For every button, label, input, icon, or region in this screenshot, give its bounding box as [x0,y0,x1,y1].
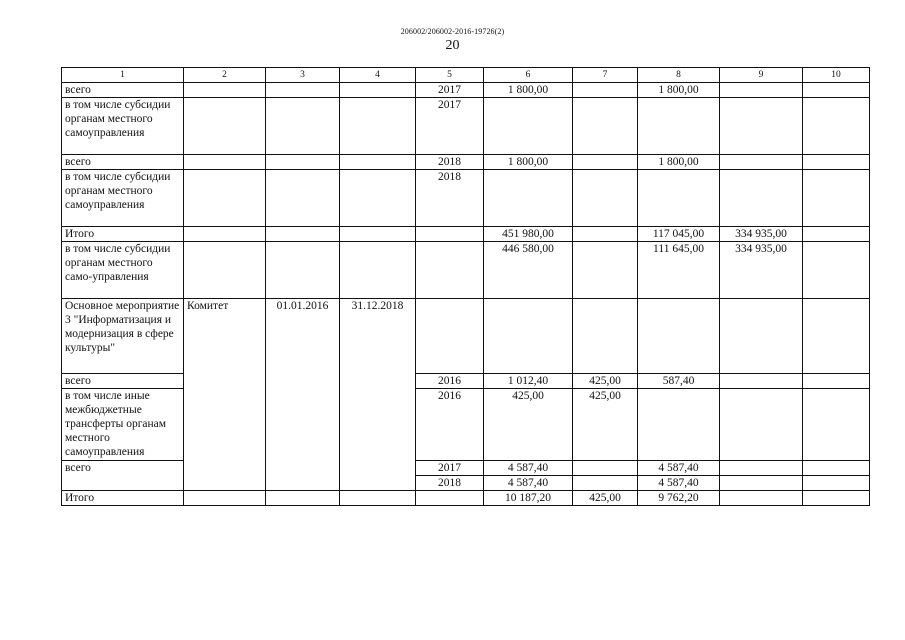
cell-total: 425,00 [484,389,573,461]
cell-total: 1 012,40 [484,374,573,389]
cell-total: 4 587,40 [484,476,573,491]
cell-col7 [573,98,638,155]
cell-col10 [803,242,870,299]
cell-start-date: 01.01.2016 [266,299,340,491]
document-code: 206002/206002-2016-19726(2) [400,27,505,36]
cell-year: 2018 [416,476,484,491]
cell-col9 [720,83,803,98]
column-header: 3 [266,68,340,83]
table-row [62,98,870,155]
table-row [62,83,870,98]
table-row [62,155,870,170]
table-row [62,299,870,374]
cell-total [484,98,573,155]
cell-start-date [266,491,340,506]
cell-start-date [266,170,340,227]
cell-executor [184,491,266,506]
cell-col8: 587,40 [638,374,720,389]
column-header: 5 [416,68,484,83]
cell-total: 446 580,00 [484,242,573,299]
column-header: 4 [340,68,416,83]
cell-executor [184,227,266,242]
cell-col9 [720,389,803,461]
cell-year: 2017 [416,98,484,155]
column-header: 10 [803,68,870,83]
cell-end-date [340,242,416,299]
cell-col7 [573,299,638,374]
cell-year [416,227,484,242]
cell-col7 [573,155,638,170]
cell-col8: 1 800,00 [638,155,720,170]
cell-col7 [573,170,638,227]
cell-year: 2017 [416,83,484,98]
cell-total [484,299,573,374]
table-row [62,170,870,227]
table-row [62,491,870,506]
cell-col7: 425,00 [573,389,638,461]
cell-col7 [573,461,638,476]
table-row [62,227,870,242]
table-row [62,389,870,461]
cell-col9 [720,476,803,491]
column-header: 2 [184,68,266,83]
cell-col7 [573,242,638,299]
cell-col8 [638,170,720,227]
cell-description: всего [62,83,184,98]
cell-end-date [340,227,416,242]
cell-description: в том числе иные межбюджетные трансферты органам местного самоуправления [62,389,184,461]
cell-col10 [803,491,870,506]
cell-col9 [720,98,803,155]
column-header: 1 [62,68,184,83]
cell-start-date [266,155,340,170]
cell-end-date [340,170,416,227]
cell-col7 [573,476,638,491]
cell-executor [184,170,266,227]
cell-end-date: 31.12.2018 [340,299,416,491]
cell-col9 [720,374,803,389]
cell-col7: 425,00 [573,491,638,506]
cell-year: 2016 [416,374,484,389]
cell-start-date [266,242,340,299]
cell-description: Основное мероприятие 3 "Информатизация и модернизация в сфере культуры" [62,299,184,374]
column-header: 7 [573,68,638,83]
cell-start-date [266,98,340,155]
budget-table [61,67,870,506]
page-number: 20 [445,38,460,53]
cell-total: 1 800,00 [484,83,573,98]
cell-total: 10 187,20 [484,491,573,506]
cell-description: всего [62,461,184,491]
cell-year: 2016 [416,389,484,461]
cell-col10 [803,476,870,491]
cell-description: в том числе субсидии органам местного самоуправления [62,170,184,227]
cell-col8: 111 645,00 [638,242,720,299]
cell-col10 [803,83,870,98]
cell-total: 4 587,40 [484,461,573,476]
cell-col8: 117 045,00 [638,227,720,242]
cell-col10 [803,389,870,461]
cell-year [416,242,484,299]
cell-col9 [720,299,803,374]
cell-executor [184,242,266,299]
cell-end-date [340,155,416,170]
cell-description: Итого [62,227,184,242]
cell-year: 2018 [416,155,484,170]
cell-description: всего [62,155,184,170]
cell-description: в том числе субсидии органам местного самоуправления [62,98,184,155]
cell-executor: Комитет [184,299,266,491]
cell-col10 [803,374,870,389]
cell-col8: 4 587,40 [638,461,720,476]
table-row [62,374,870,389]
cell-col10 [803,299,870,374]
cell-col9 [720,170,803,227]
cell-col8 [638,299,720,374]
cell-year [416,491,484,506]
cell-col8: 4 587,40 [638,476,720,491]
cell-end-date [340,491,416,506]
cell-total: 1 800,00 [484,155,573,170]
cell-col10 [803,227,870,242]
cell-col8 [638,98,720,155]
cell-col8: 9 762,20 [638,491,720,506]
cell-description: Итого [62,491,184,506]
cell-executor [184,155,266,170]
cell-col9: 334 935,00 [720,227,803,242]
cell-col10 [803,461,870,476]
cell-col10 [803,155,870,170]
cell-col9 [720,461,803,476]
cell-description: в том числе субсидии органам местного само-управления [62,242,184,299]
cell-year: 2017 [416,461,484,476]
cell-start-date [266,83,340,98]
cell-end-date [340,83,416,98]
column-number-row [62,68,870,83]
cell-col10 [803,170,870,227]
cell-col7 [573,227,638,242]
cell-total: 451 980,00 [484,227,573,242]
column-header: 6 [484,68,573,83]
cell-col7 [573,83,638,98]
cell-total [484,170,573,227]
table-row [62,242,870,299]
cell-col9 [720,155,803,170]
column-header: 9 [720,68,803,83]
cell-executor [184,98,266,155]
cell-col8: 1 800,00 [638,83,720,98]
column-header: 8 [638,68,720,83]
cell-start-date [266,227,340,242]
cell-year: 2018 [416,170,484,227]
cell-end-date [340,98,416,155]
cell-col10 [803,98,870,155]
cell-col9: 334 935,00 [720,242,803,299]
cell-col9 [720,491,803,506]
cell-col7: 425,00 [573,374,638,389]
cell-col8 [638,389,720,461]
cell-executor [184,83,266,98]
cell-year [416,299,484,374]
table-row [62,461,870,476]
cell-description: всего [62,374,184,389]
